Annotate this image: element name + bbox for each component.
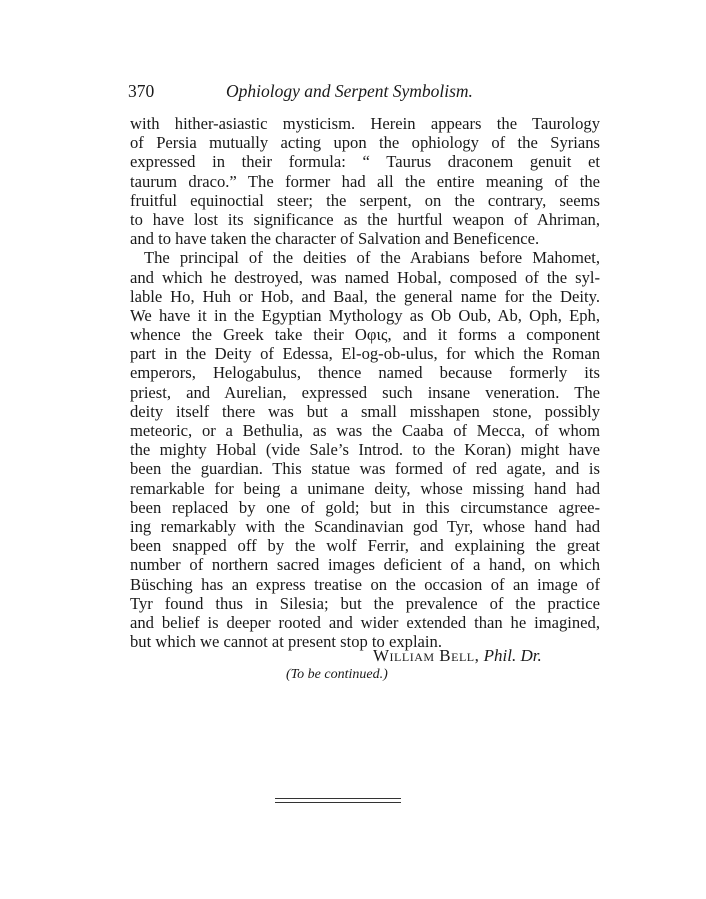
text-line: lable Ho, Huh or Hob, and Baal, the general name for the Deity.	[130, 286, 600, 306]
text-line: whence the Greek take their Οφις, and it forms a component	[130, 325, 600, 345]
text-line: remarkable for being a unimane deity, whose missing hand had	[130, 478, 600, 498]
article-body	[130, 114, 600, 651]
author-signature	[373, 646, 542, 666]
text-line: meteoric, or a Bethulia, as was the Caaba of Mecca, of whom	[130, 421, 600, 440]
text-line: deity itself there was but a small misshapen stone, possibly	[130, 401, 600, 421]
author-title: Phil. Dr.	[483, 646, 542, 665]
continued-note: (To be continued.)	[286, 667, 388, 682]
text-line: Tyr found thus in Silesia; but the prevalence of the practice	[130, 593, 600, 613]
text-line: emperors, Helogabulus, thence named because formerly its	[130, 363, 600, 383]
text-line: part in the Deity of Edessa, El-og-ob-ulus, for which the Roman	[130, 344, 600, 364]
text-line: Büsching has an express treatise on the occasion of an image of	[130, 574, 600, 594]
text-line: but which we cannot at present stop to explain.	[130, 632, 442, 652]
text-line: with hither-asiastic mysticism. Herein appears the Taurology	[130, 114, 600, 133]
end-rule	[275, 798, 401, 799]
text-line: to have lost its significance as the hurtful weapon of Ahriman,	[130, 209, 600, 229]
text-line: been replaced by one of gold; but in this circumstance agree-	[130, 497, 600, 517]
paragraph-start-line: The principal of the deities of the Arabians before Mahomet,	[144, 248, 600, 268]
text-line: and belief is deeper rooted and wider extended than he imagined,	[130, 612, 600, 632]
author-name: William Bell,	[373, 646, 480, 665]
end-rule	[275, 802, 401, 803]
text-line: been snapped off by the wolf Ferrir, and explaining the great	[130, 536, 600, 556]
running-title: Ophiology and Serpent Symbolism.	[226, 81, 473, 101]
running-header	[128, 81, 600, 105]
text-line: priest, and Aurelian, expressed such insane veneration. The	[130, 382, 600, 402]
text-line: fruitful equinoctial steer; the serpent, on the contrary, seems	[130, 190, 600, 210]
text-line: expressed in their formula: “ Taurus draconem genuit et	[130, 152, 600, 172]
text-line: the mighty Hobal (vide Sale’s Introd. to the Koran) might have	[130, 440, 600, 460]
text-line: ing remarkably with the Scandinavian god Tyr, whose hand had	[130, 516, 600, 536]
text-line: number of northern sacred images deficient of a hand, on which	[130, 555, 600, 575]
text-line: We have it in the Egyptian Mythology as Ob Oub, Ab, Oph, Eph,	[130, 305, 600, 325]
text-line: been the guardian. This statue was formed of red agate, and is	[130, 459, 600, 479]
page-number: 370	[128, 81, 155, 101]
text-line: of Persia mutually acting upon the ophiology of the Syrians	[130, 133, 600, 153]
text-line: and which he destroyed, was named Hobal, composed of the syl-	[130, 267, 600, 287]
text-line: taurum draco.” The former had all the entire meaning of the	[130, 171, 600, 191]
text-line: and to have taken the character of Salvation and Beneficence.	[130, 229, 540, 249]
